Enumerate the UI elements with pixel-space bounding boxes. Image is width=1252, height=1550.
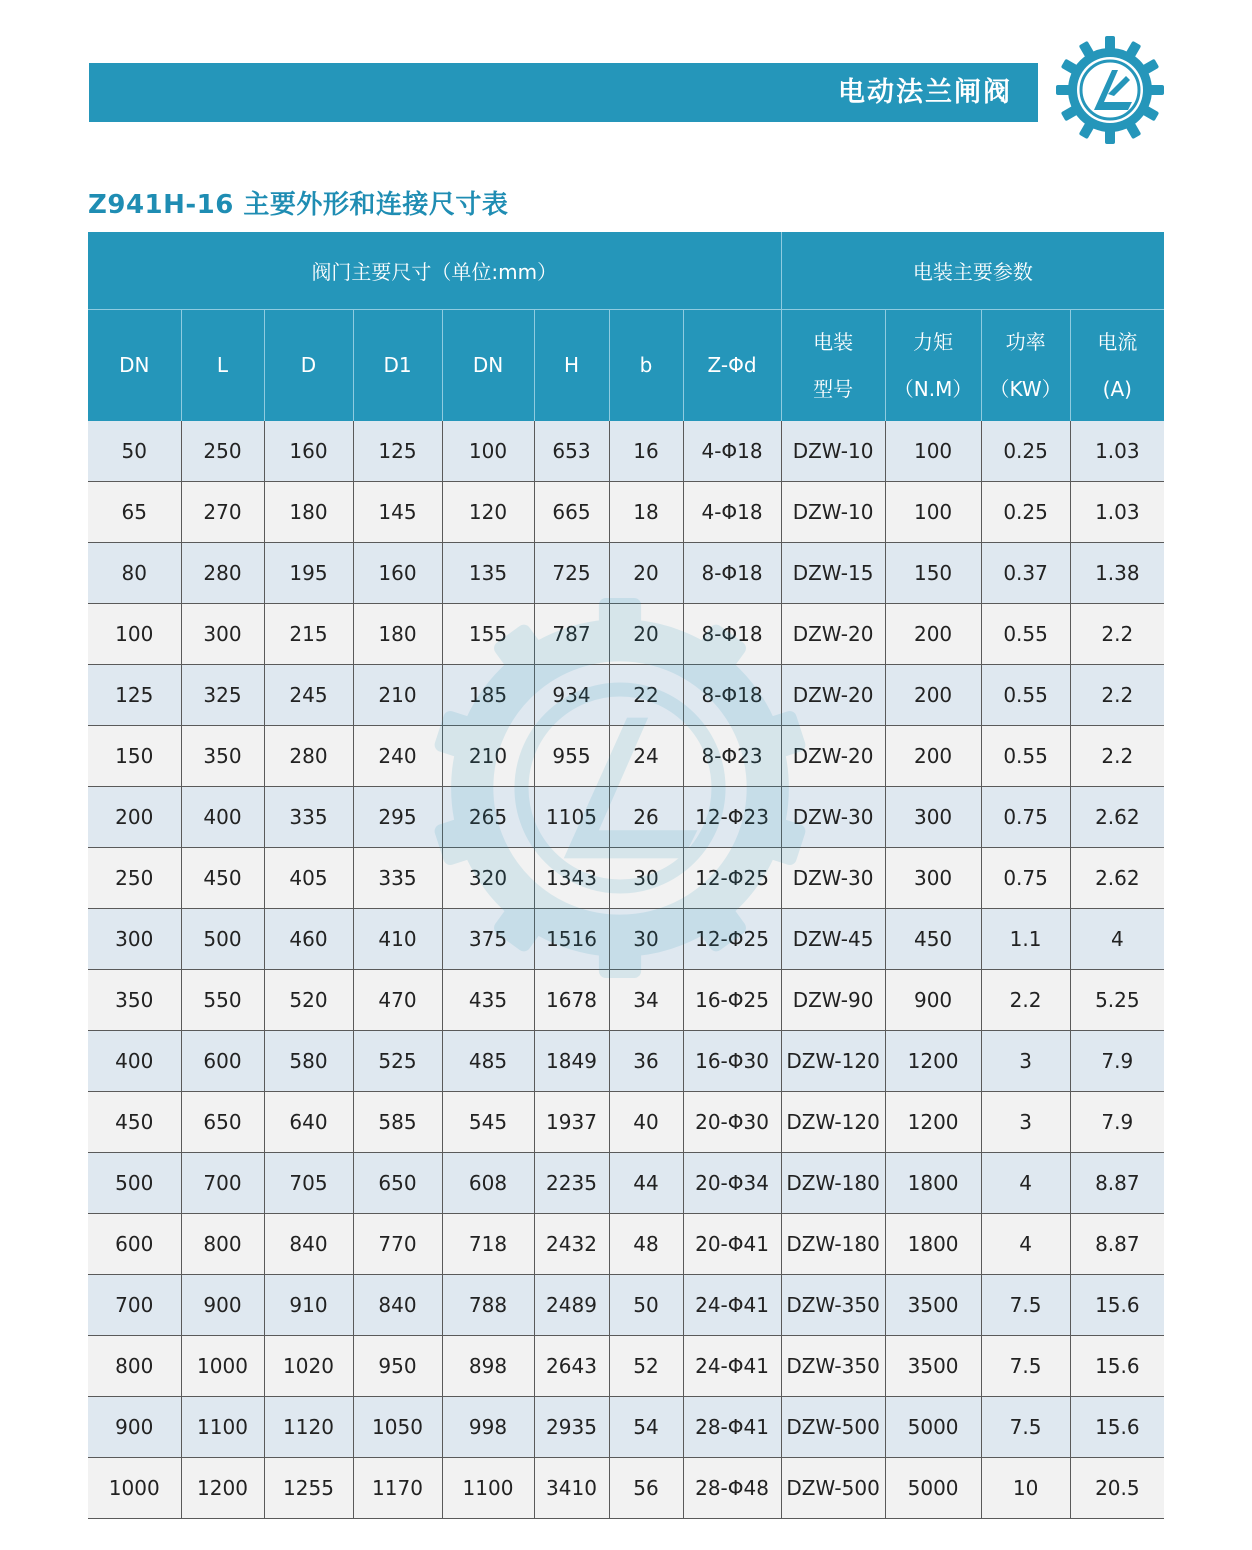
table-cell: 4	[1070, 909, 1164, 970]
table-cell: 145	[353, 482, 442, 543]
table-cell: 580	[264, 1031, 353, 1092]
table-cell: 1678	[534, 970, 609, 1031]
table-cell: 950	[353, 1336, 442, 1397]
table-cell: 120	[442, 482, 534, 543]
table-cell: 100	[88, 604, 181, 665]
table-cell: 0.55	[981, 604, 1070, 665]
column-header	[885, 310, 981, 422]
table-cell: 1516	[534, 909, 609, 970]
table-cell: 8-Φ18	[683, 604, 781, 665]
column-header-label: D	[300, 353, 317, 377]
table-cell: 718	[442, 1214, 534, 1275]
column-header	[181, 310, 264, 422]
table-cell: 40	[609, 1092, 683, 1153]
table-cell: 375	[442, 909, 534, 970]
table-cell: 215	[264, 604, 353, 665]
table-cell: 770	[353, 1214, 442, 1275]
table-cell: 185	[442, 665, 534, 726]
table-cell: 245	[264, 665, 353, 726]
table-cell: 1020	[264, 1336, 353, 1397]
table-cell: 12-Φ23	[683, 787, 781, 848]
table-cell: DZW-15	[781, 543, 885, 604]
column-header-label: 力矩	[913, 329, 954, 354]
table-cell: 265	[442, 787, 534, 848]
table-cell: 500	[181, 909, 264, 970]
table-row	[88, 604, 1164, 665]
table-row	[88, 1458, 1164, 1519]
table-cell: 36	[609, 1031, 683, 1092]
table-cell: 998	[442, 1397, 534, 1458]
table-cell: 1170	[353, 1458, 442, 1519]
table-cell: 705	[264, 1153, 353, 1214]
table-cell: 8.87	[1070, 1153, 1164, 1214]
column-header-label: DN	[119, 353, 150, 377]
table-row	[88, 970, 1164, 1031]
table-cell: 52	[609, 1336, 683, 1397]
table-cell: 16-Φ25	[683, 970, 781, 1031]
table-cell: DZW-500	[781, 1458, 885, 1519]
column-header	[981, 310, 1070, 422]
table-cell: 4	[981, 1153, 1070, 1214]
table-row	[88, 1092, 1164, 1153]
table-cell: 240	[353, 726, 442, 787]
column-header	[353, 310, 442, 422]
table-cell: 100	[442, 421, 534, 482]
table-cell: 335	[264, 787, 353, 848]
table-cell: 320	[442, 848, 534, 909]
column-header-label: 电装	[813, 329, 854, 354]
table-cell: 2.62	[1070, 787, 1164, 848]
table-cell: 250	[88, 848, 181, 909]
table-cell: 410	[353, 909, 442, 970]
table-cell: 125	[88, 665, 181, 726]
table-cell: 5000	[885, 1458, 981, 1519]
table-cell: DZW-180	[781, 1153, 885, 1214]
table-cell: 155	[442, 604, 534, 665]
table-cell: 700	[181, 1153, 264, 1214]
dimension-table	[88, 232, 1164, 1519]
column-header-label: L	[216, 353, 229, 377]
table-cell: 26	[609, 787, 683, 848]
table-cell: 34	[609, 970, 683, 1031]
table-cell: 640	[264, 1092, 353, 1153]
table-row	[88, 909, 1164, 970]
table-cell: 22	[609, 665, 683, 726]
table-cell: 1800	[885, 1153, 981, 1214]
column-header	[1070, 310, 1164, 422]
table-cell: 1200	[885, 1092, 981, 1153]
column-header-label: 电流	[1097, 329, 1138, 354]
table-cell: 325	[181, 665, 264, 726]
table-cell: 1.03	[1070, 482, 1164, 543]
table-cell: DZW-10	[781, 482, 885, 543]
table-cell: 100	[885, 482, 981, 543]
table-cell: 0.75	[981, 848, 1070, 909]
table-cell: 8-Φ23	[683, 726, 781, 787]
table-cell: 800	[88, 1336, 181, 1397]
gear-logo-icon	[1056, 36, 1164, 144]
table-cell: 210	[442, 726, 534, 787]
table-cell: DZW-20	[781, 665, 885, 726]
table-cell: 20	[609, 604, 683, 665]
table-cell: 1100	[442, 1458, 534, 1519]
table-cell: 44	[609, 1153, 683, 1214]
table-cell: 665	[534, 482, 609, 543]
table-cell: 15.6	[1070, 1397, 1164, 1458]
table-cell: 15.6	[1070, 1275, 1164, 1336]
table-cell: 900	[88, 1397, 181, 1458]
table-cell: DZW-90	[781, 970, 885, 1031]
table-cell: 4-Φ18	[683, 482, 781, 543]
table-cell: DZW-180	[781, 1214, 885, 1275]
table-cell: 2.62	[1070, 848, 1164, 909]
column-header	[609, 310, 683, 422]
title-banner	[89, 63, 1038, 122]
table-cell: 2.2	[1070, 665, 1164, 726]
table-cell: 787	[534, 604, 609, 665]
column-header-sublabel: （KW）	[989, 376, 1062, 401]
table-row	[88, 1397, 1164, 1458]
table-row	[88, 665, 1164, 726]
table-row	[88, 421, 1164, 482]
table-cell: 30	[609, 909, 683, 970]
table-cell: 1050	[353, 1397, 442, 1458]
table-cell: 0.75	[981, 787, 1070, 848]
column-header	[88, 310, 181, 422]
table-cell: 20-Φ30	[683, 1092, 781, 1153]
table-cell: 0.55	[981, 726, 1070, 787]
table-cell: 0.37	[981, 543, 1070, 604]
table-cell: 450	[885, 909, 981, 970]
table-cell: 150	[885, 543, 981, 604]
table-cell: 10	[981, 1458, 1070, 1519]
table-cell: 280	[181, 543, 264, 604]
table-cell: 1120	[264, 1397, 353, 1458]
table-cell: 200	[885, 604, 981, 665]
table-cell: 840	[353, 1275, 442, 1336]
table-row	[88, 726, 1164, 787]
table-cell: 135	[442, 543, 534, 604]
table-cell: 934	[534, 665, 609, 726]
table-cell: 20	[609, 543, 683, 604]
table-cell: 3	[981, 1092, 1070, 1153]
table-cell: 50	[88, 421, 181, 482]
table-cell: 788	[442, 1275, 534, 1336]
table-cell: DZW-120	[781, 1031, 885, 1092]
column-header-sublabel: 型号	[813, 376, 854, 401]
table-cell: 160	[353, 543, 442, 604]
table-cell: 400	[181, 787, 264, 848]
column-header	[442, 310, 534, 422]
table-cell: 7.5	[981, 1275, 1070, 1336]
column-header-label: H	[563, 353, 580, 377]
table-cell: 16-Φ30	[683, 1031, 781, 1092]
table-cell: 1000	[88, 1458, 181, 1519]
table-cell: 1.38	[1070, 543, 1164, 604]
table-cell: 2.2	[981, 970, 1070, 1031]
table-cell: 520	[264, 970, 353, 1031]
table-cell: 2235	[534, 1153, 609, 1214]
table-cell: 56	[609, 1458, 683, 1519]
table-cell: 200	[885, 726, 981, 787]
column-header-label: D1	[383, 353, 412, 377]
table-cell: 600	[181, 1031, 264, 1092]
table-cell: 1105	[534, 787, 609, 848]
table-cell: 405	[264, 848, 353, 909]
table-cell: 4-Φ18	[683, 421, 781, 482]
table-cell: 3500	[885, 1336, 981, 1397]
table-cell: 1849	[534, 1031, 609, 1092]
table-cell: 2489	[534, 1275, 609, 1336]
column-header	[781, 310, 885, 422]
table-row	[88, 1031, 1164, 1092]
table-cell: 300	[181, 604, 264, 665]
table-cell: 3500	[885, 1275, 981, 1336]
table-cell: 1200	[181, 1458, 264, 1519]
table-cell: 400	[88, 1031, 181, 1092]
table-cell: 300	[885, 787, 981, 848]
table-cell: DZW-20	[781, 604, 885, 665]
table-cell: 1000	[181, 1336, 264, 1397]
table-cell: 460	[264, 909, 353, 970]
table-cell: 335	[353, 848, 442, 909]
group-header-row	[88, 232, 1164, 310]
table-cell: DZW-350	[781, 1336, 885, 1397]
table-cell: 200	[885, 665, 981, 726]
table-row	[88, 1336, 1164, 1397]
table-cell: DZW-10	[781, 421, 885, 482]
table-cell: 3	[981, 1031, 1070, 1092]
table-cell: DZW-30	[781, 787, 885, 848]
table-cell: 295	[353, 787, 442, 848]
table-cell: 898	[442, 1336, 534, 1397]
table-cell: 470	[353, 970, 442, 1031]
table-cell: 350	[181, 726, 264, 787]
table-cell: 0.25	[981, 421, 1070, 482]
table-cell: 2432	[534, 1214, 609, 1275]
table-cell: DZW-500	[781, 1397, 885, 1458]
table-row	[88, 848, 1164, 909]
column-header-sublabel: (A)	[1102, 376, 1132, 401]
table-cell: 16	[609, 421, 683, 482]
table-row	[88, 1275, 1164, 1336]
table-cell: 650	[181, 1092, 264, 1153]
table-cell: 650	[353, 1153, 442, 1214]
table-cell: 7.5	[981, 1336, 1070, 1397]
table-cell: 250	[181, 421, 264, 482]
table-cell: 18	[609, 482, 683, 543]
table-cell: 608	[442, 1153, 534, 1214]
table-cell: 485	[442, 1031, 534, 1092]
table-cell: 1343	[534, 848, 609, 909]
table-row	[88, 482, 1164, 543]
table-cell: 653	[534, 421, 609, 482]
table-cell: 300	[885, 848, 981, 909]
column-header-label: DN	[472, 353, 504, 377]
table-cell: 3410	[534, 1458, 609, 1519]
table-row	[88, 543, 1164, 604]
table-cell: 280	[264, 726, 353, 787]
table-cell: 450	[88, 1092, 181, 1153]
table-cell: 8-Φ18	[683, 665, 781, 726]
table-body	[88, 421, 1164, 1519]
table-cell: 725	[534, 543, 609, 604]
table-cell: 15.6	[1070, 1336, 1164, 1397]
table-cell: 12-Φ25	[683, 909, 781, 970]
column-header-label: 功率	[1005, 329, 1046, 354]
table-cell: 100	[885, 421, 981, 482]
table-cell: 2.2	[1070, 726, 1164, 787]
table-cell: 125	[353, 421, 442, 482]
table-cell: 435	[442, 970, 534, 1031]
table-cell: 910	[264, 1275, 353, 1336]
table-row	[88, 1214, 1164, 1275]
table-cell: 545	[442, 1092, 534, 1153]
table-cell: 1255	[264, 1458, 353, 1519]
table-cell: DZW-350	[781, 1275, 885, 1336]
table-cell: DZW-120	[781, 1092, 885, 1153]
table-cell: 2935	[534, 1397, 609, 1458]
table-cell: 550	[181, 970, 264, 1031]
table-cell: 800	[181, 1214, 264, 1275]
table-cell: 8.87	[1070, 1214, 1164, 1275]
table-cell: 5.25	[1070, 970, 1164, 1031]
table-cell: 500	[88, 1153, 181, 1214]
table-cell: 525	[353, 1031, 442, 1092]
column-header	[534, 310, 609, 422]
column-header-label: Z-Φd	[707, 353, 757, 377]
table-cell: 1.1	[981, 909, 1070, 970]
column-header	[264, 310, 353, 422]
table-cell: 28-Φ41	[683, 1397, 781, 1458]
table-cell: 210	[353, 665, 442, 726]
table-cell: 955	[534, 726, 609, 787]
table-cell: 2643	[534, 1336, 609, 1397]
table-cell: 7.9	[1070, 1031, 1164, 1092]
table-cell: 200	[88, 787, 181, 848]
table-cell: 20-Φ41	[683, 1214, 781, 1275]
table-cell: 150	[88, 726, 181, 787]
group-header-valve: 阀门主要尺寸（单位:mm）	[88, 232, 781, 310]
table-cell: 900	[885, 970, 981, 1031]
table-cell: 12-Φ25	[683, 848, 781, 909]
table-cell: 20.5	[1070, 1458, 1164, 1519]
column-header-sublabel: （N.M）	[893, 376, 973, 401]
table-cell: DZW-45	[781, 909, 885, 970]
table-cell: 24	[609, 726, 683, 787]
table-cell: 1800	[885, 1214, 981, 1275]
table-cell: 840	[264, 1214, 353, 1275]
table-row	[88, 1153, 1164, 1214]
column-header	[683, 310, 781, 422]
table-cell: 65	[88, 482, 181, 543]
table-cell: 20-Φ34	[683, 1153, 781, 1214]
table-cell: 54	[609, 1397, 683, 1458]
table-cell: 2.2	[1070, 604, 1164, 665]
table-cell: 180	[353, 604, 442, 665]
table-cell: 28-Φ48	[683, 1458, 781, 1519]
table-cell: 350	[88, 970, 181, 1031]
table-cell: 270	[181, 482, 264, 543]
column-header-row	[88, 310, 1164, 422]
table-cell: 900	[181, 1275, 264, 1336]
table-cell: 300	[88, 909, 181, 970]
table-cell: 8-Φ18	[683, 543, 781, 604]
table-cell: 600	[88, 1214, 181, 1275]
table-cell: 1.03	[1070, 421, 1164, 482]
table-cell: 0.55	[981, 665, 1070, 726]
table-cell: 1100	[181, 1397, 264, 1458]
table-row	[88, 787, 1164, 848]
table-cell: 195	[264, 543, 353, 604]
table-cell: 7.5	[981, 1397, 1070, 1458]
table-cell: 4	[981, 1214, 1070, 1275]
table-cell: 24-Φ41	[683, 1275, 781, 1336]
column-header-label: b	[639, 353, 653, 377]
table-cell: DZW-20	[781, 726, 885, 787]
table-cell: 50	[609, 1275, 683, 1336]
table-cell: 450	[181, 848, 264, 909]
table-cell: 48	[609, 1214, 683, 1275]
table-cell: 1200	[885, 1031, 981, 1092]
group-header-actuator: 电装主要参数	[781, 232, 1164, 310]
table-cell: 160	[264, 421, 353, 482]
table-heading: Z941H-16 主要外形和连接尺寸表	[88, 190, 509, 220]
table-cell: 585	[353, 1092, 442, 1153]
table-cell: 1937	[534, 1092, 609, 1153]
table-cell: 180	[264, 482, 353, 543]
table-cell: 30	[609, 848, 683, 909]
table-cell: 0.25	[981, 482, 1070, 543]
table-cell: 7.9	[1070, 1092, 1164, 1153]
table-cell: 24-Φ41	[683, 1336, 781, 1397]
table-cell: 700	[88, 1275, 181, 1336]
table-cell: 80	[88, 543, 181, 604]
table-cell: 5000	[885, 1397, 981, 1458]
table-cell: DZW-30	[781, 848, 885, 909]
banner-title: 电动法兰闸阀	[838, 77, 1012, 108]
